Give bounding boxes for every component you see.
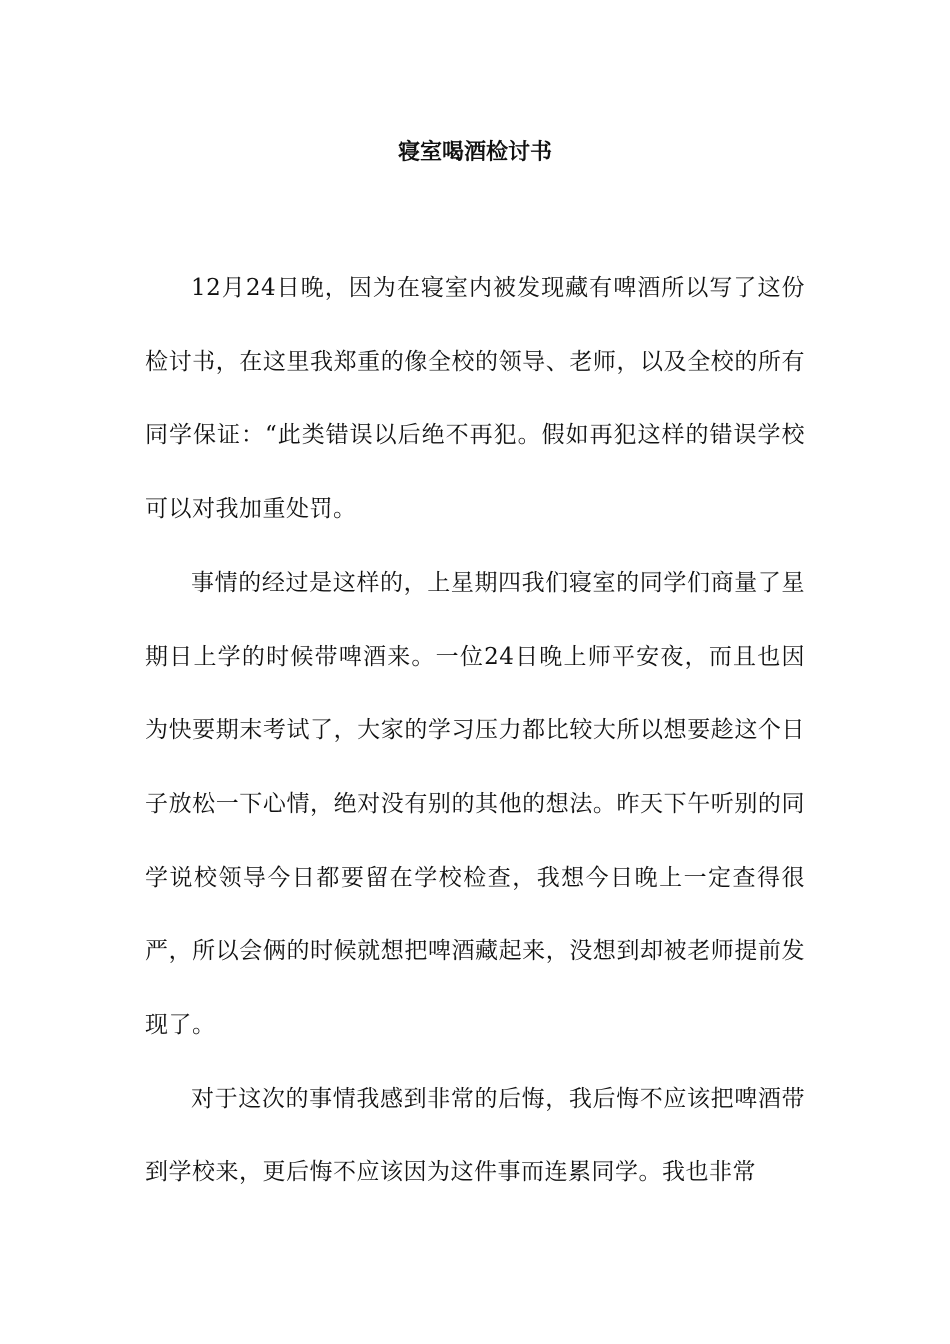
document-title: 寝室喝酒检讨书	[397, 139, 552, 165]
paragraph-3: 对于这次的事情我感到非常的后悔，我后悔不应该把啤酒带到学校来，更后悔不应该因为这件事而连累同学。我也非常	[145, 1085, 805, 1186]
document-body	[145, 252, 805, 1210]
paragraph-1: 12月24日晚，因为在寝室内被发现藏有啤酒所以写了这份检讨书，在这里我郑重的像全校的领导、老师，以及全校的所有同学保证：“此类错误以后绝不再犯。假如再犯这样的错误学校可以对我加重处罚。	[145, 275, 805, 523]
paragraph-2: 事情的经过是这样的，上星期四我们寝室的同学们商量了星期日上学的时候带啤酒来。一位24日晚上师平安夜，而且也因为快要期末考试了，大家的学习压力都比较大所以想要趁这个日子放松一下心情，绝对没有别的其他的想法。昨天下午听别的同学说校领导今日都要留在学校检查，我想今日晚上一定查得很严，所以会俩的时候就想把啤酒藏起来，没想到却被老师提前发现了。	[145, 569, 805, 1039]
